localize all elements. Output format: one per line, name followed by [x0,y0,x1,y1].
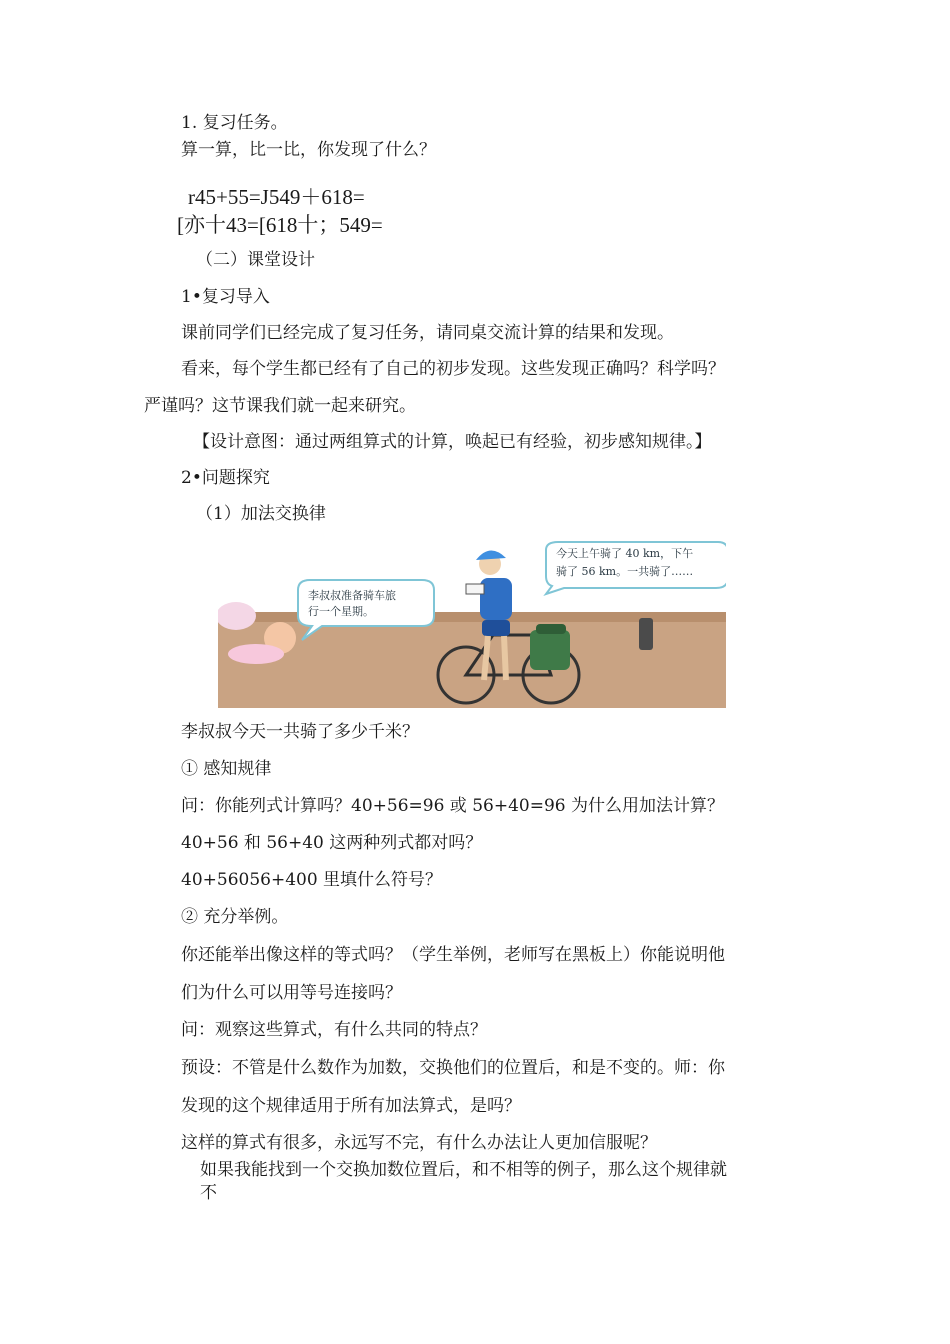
subheading-review-intro: 1•复习导入 [181,287,270,307]
paragraph-line: 如果我能找到一个交换加数位置后，和不相等的例子，那么这个规律就 [200,1160,727,1180]
subheading-commutative-law: （1）加法交换律 [196,504,326,524]
equation-row-1: r45+55=J549＋618= [188,185,365,209]
paragraph-line: 发现的这个规律适用于所有加法算式，是吗？ [181,1096,521,1116]
step-heading-perceive: ① 感知规律 [181,759,272,779]
speech-left-line-1: 李叔叔准备骑车旅 [308,589,396,602]
paragraph-line: 预设：不管是什么数作为加数，交换他们的位置后，和是不变的。师：你 [181,1058,725,1078]
equation-row-2: [亦十43=[618十；549= [177,213,383,237]
cyclist-body [480,578,512,620]
paragraph-line: 问：观察这些算式，有什么共同的特点？ [181,1020,487,1040]
bike-bag [530,630,570,670]
bike-bag-roll [536,624,566,634]
cyclist-helmet [476,550,506,560]
speech-left-line-2: 行一个星期。 [308,605,374,618]
paragraph-line: 40+56 和 56+40 这两种列式都对吗？ [181,833,483,853]
road-post [639,618,653,650]
section-heading-classroom-design: （二）课堂设计 [196,250,315,270]
cycling-illustration [218,540,726,708]
paragraph-line: 问：你能列式计算吗？40+56=96 或 56+40=96 为什么用加法计算？ [181,796,724,816]
question-line: 李叔叔今天一共骑了多少千米？ [181,722,419,742]
paragraph-line: 看来，每个学生都已经有了自己的初步发现。这些发现正确吗？科学吗？ [181,359,725,379]
review-task-heading: 1. 复习任务。 [181,113,288,133]
design-intent-note: 【设计意图：通过两组算式的计算，唤起已有经验，初步感知规律。】 [193,432,712,452]
subheading-problem-exploration: 2•问题探究 [181,468,270,488]
paragraph-line: 课前同学们已经完成了复习任务，请同桌交流计算的结果和发现。 [181,323,674,343]
step-heading-examples: ② 充分举例。 [181,907,289,927]
review-task-prompt: 算一算，比一比，你发现了什么？ [181,140,436,160]
paragraph-line: 你还能举出像这样的等式吗？（学生举例，老师写在黑板上）你能说明他 [181,945,725,965]
fairy-body [228,644,284,664]
cyclist-shorts [482,620,510,636]
paragraph-line: 40+56056+400 里填什么符号？ [181,870,443,890]
paragraph-line: 这样的算式有很多，永远写不完，有什么办法让人更加信服呢？ [181,1133,657,1153]
speech-right-line-2: 骑了 56 km。一共骑了…… [556,565,694,578]
speech-right-line-1: 今天上午骑了 40 km，下午 [556,547,694,560]
paragraph-line: 不 [200,1183,217,1203]
cyclist-map [466,584,484,594]
paragraph-line: 们为什么可以用等号连接吗？ [181,983,402,1003]
paragraph-line: 严谨吗？这节课我们就一起来研究。 [144,396,416,416]
